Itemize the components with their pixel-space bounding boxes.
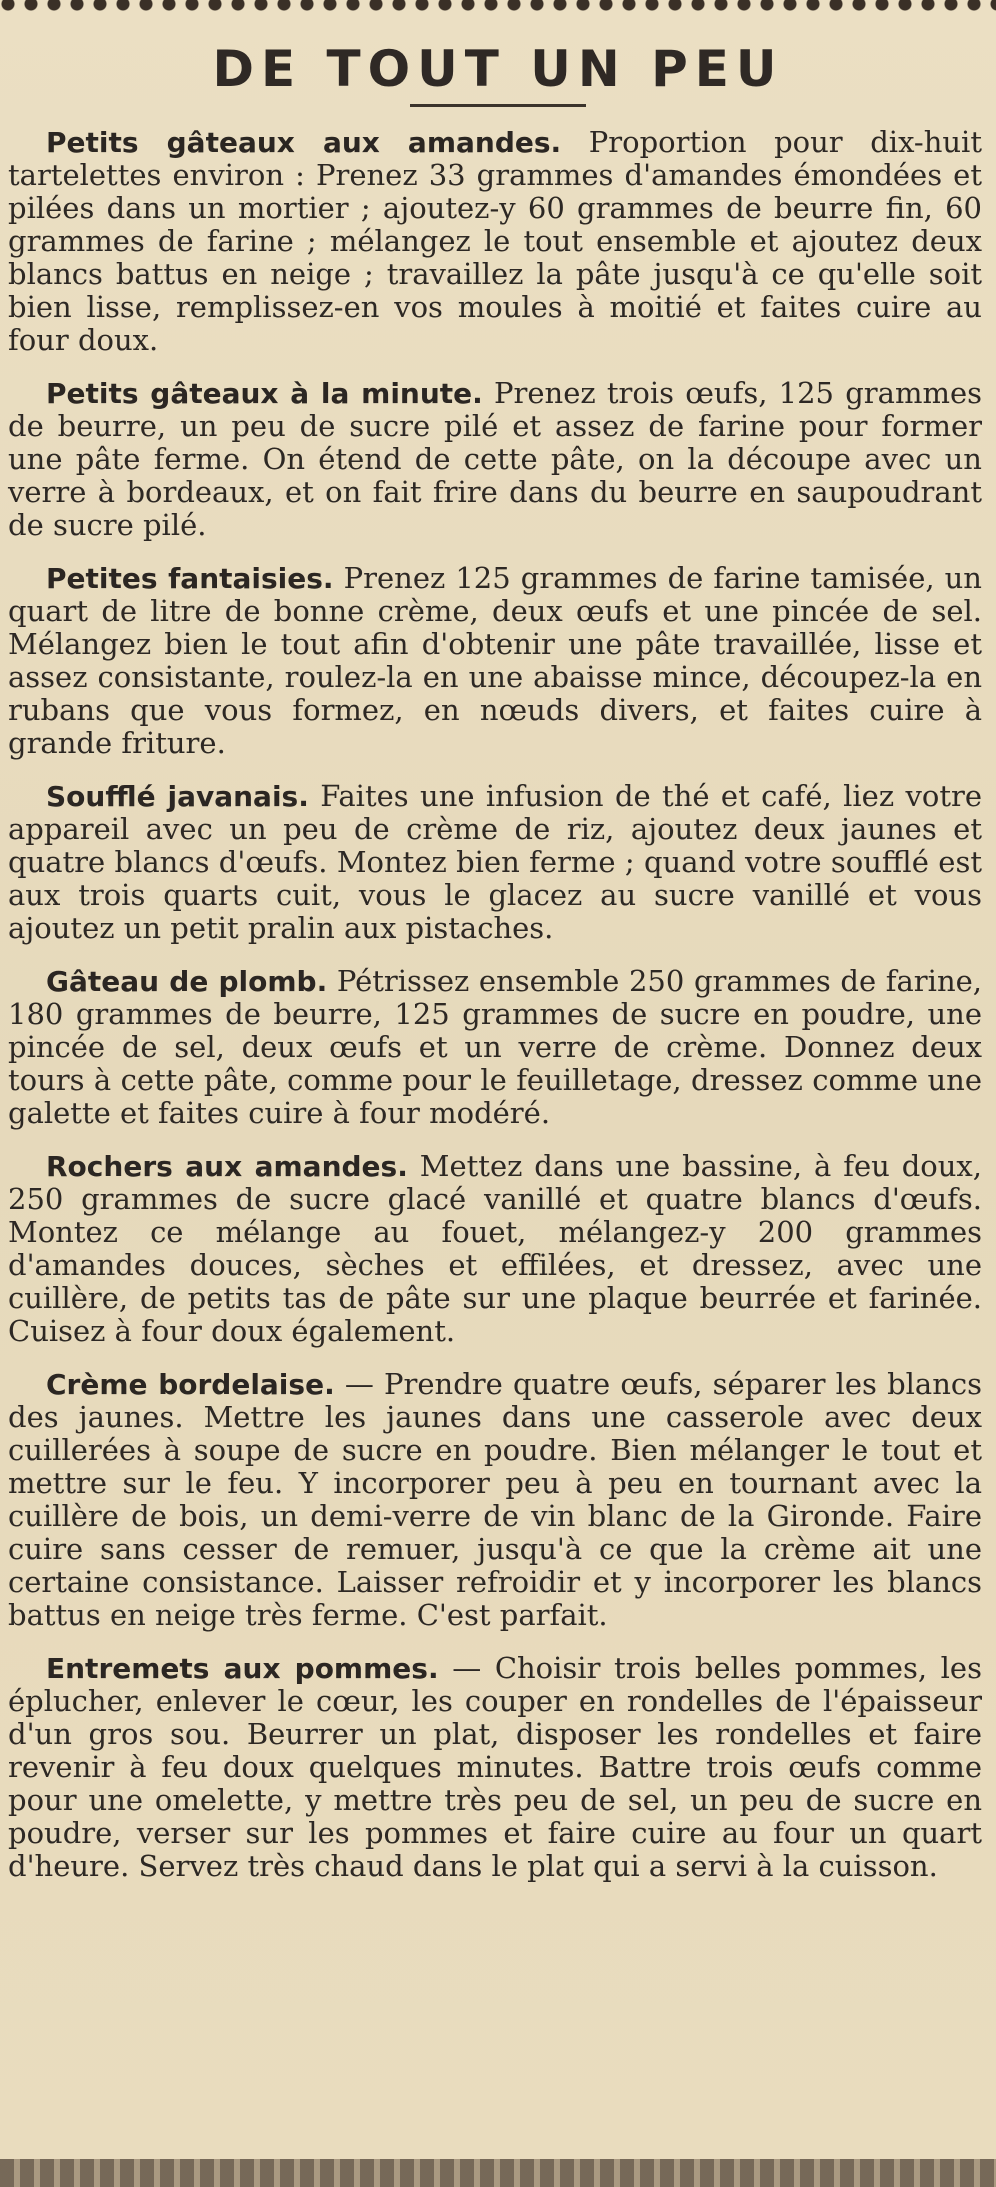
recipe-title: Petits gâteaux aux amandes. [46,126,562,159]
recipe-petites-fantaisies [8,562,982,760]
title-rule [410,104,586,107]
recipe-title: Crème bordelaise. [46,1368,335,1401]
recipe-list [8,126,982,1903]
recipe-body: — Choisir trois belles pommes, les éplucher, enlever le cœur, les couper en rondelles de l'épaisseur d'un gros sou. Beurrer un plat, disposer les rondelles et faire revenir à feu doux quelques minutes. Battre trois œufs comme pour une omelette, y mettre très peu de sel, un peu de sucre en poudre, verser sur les pommes et faire cuire au four un quart d'heure. Servez très chaud dans le plat qui a servi à la cuisson. [8,1651,982,1883]
recipe-petits-gateaux-minute [8,377,982,542]
recipe-title: Soufflé javanais. [46,780,309,813]
recipe-creme-bordelaise [8,1368,982,1632]
recipe-rochers-amandes [8,1150,982,1348]
decorative-top-border [0,0,996,16]
recipe-title: Petites fantaisies. [46,562,334,595]
recipe-title: Gâteau de plomb. [46,965,328,998]
recipe-title: Rochers aux amandes. [46,1150,408,1183]
recipe-body: Mettez dans une bassine, à feu doux, 250 grammes de sucre glacé vanillé et quatre blancs d'œufs. Montez ce mélange au fouet, mélangez-y 200 grammes d'amandes douces, sèches et effilées, et dressez, avec une cuillère, de petits tas de pâte sur une plaque beurrée et farinée. Cuisez à four doux également. [8,1149,982,1348]
recipe-title: Petits gâteaux à la minute. [46,377,483,410]
recipe-entremets-pommes [8,1652,982,1883]
recipe-body: Prenez 125 grammes de farine tamisée, un quart de litre de bonne crème, deux œufs et une pincée de sel. Mélangez bien le tout afin d'obtenir une pâte travaillée, lisse et assez consistante, roulez-la en une abaisse mince, découpez-la en rubans que vous formez, en nœuds divers, et faites cuire à grande friture. [8,561,982,760]
recipe-body: Pétrissez ensemble 250 grammes de farine, 180 grammes de beurre, 125 grammes de sucre en poudre, une pincée de sel, deux œufs et un verre de crème. Donnez deux tours à cette pâte, comme pour le feuilletage, dressez comme une galette et faites cuire à four modéré. [8,964,983,1130]
recipe-gateau-de-plomb [8,965,982,1130]
decorative-bottom-border [0,2159,996,2187]
page-title: DE TOUT UN PEU [212,40,784,98]
recipe-body: Prenez trois œufs, 125 grammes de beurre, un peu de sucre pilé et assez de farine pour former une pâte ferme. On étend de cette pâte, on la découpe avec un verre à bordeaux, et on fait frire dans du beurre en saupoudrant de sucre pilé. [8,376,982,542]
recipe-petits-gateaux-amandes [8,126,982,357]
recipe-souffle-javanais [8,780,982,945]
recipe-body: — Prendre quatre œufs, séparer les blancs des jaunes. Mettre les jaunes dans une casserole avec deux cuillerées à soupe de sucre en poudre. Bien mélanger le tout et mettre sur le feu. Y incorporer peu à peu en tournant avec la cuillère de bois, un demi-verre de vin blanc de la Gironde. Faire cuire sans cesser de remuer, jusqu'à ce que la crème ait une certaine consistance. Laisser refroidir et y incorporer les blancs battus en neige très ferme. C'est parfait. [8,1367,982,1632]
recipe-body: Proportion pour dix-huit tartelettes environ : Prenez 33 grammes d'amandes émondées et pilées dans un mortier ; ajoutez-y 60 grammes de beurre fin, 60 grammes de farine ; mélangez le tout ensemble et ajoutez deux blancs battus en neige ; travaillez la pâte jusqu'à ce qu'elle soit bien lisse, remplissez-en vos moules à moitié et faites cuire au four doux. [8,125,982,357]
recipe-body: Faites une infusion de thé et café, liez votre appareil avec un peu de crème de riz, ajoutez deux jaunes et quatre blancs d'œufs. Montez bien ferme ; quand votre soufflé est aux trois quarts cuit, vous le glacez au sucre vanillé et vous ajoutez un petit pralin aux pistaches. [8,779,982,945]
recipe-title: Entremets aux pommes. [46,1652,439,1685]
